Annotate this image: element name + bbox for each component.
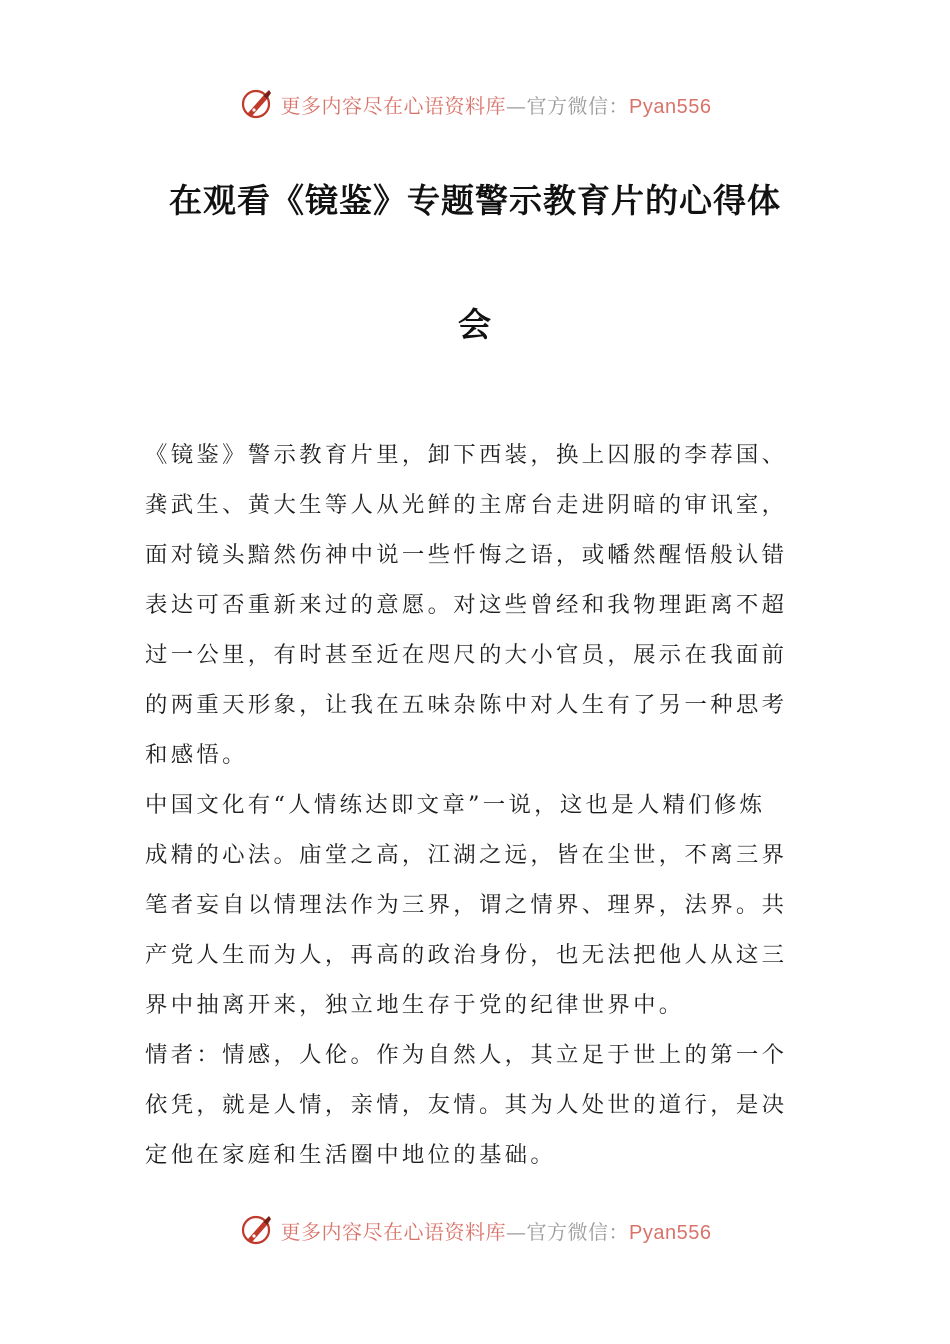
body-line: 的两重天形象，让我在五味杂陈中对人生有了另一种思考: [145, 692, 788, 718]
banner-brand: 更多内容尽在心语资料库: [280, 1219, 507, 1244]
body-line: 定他在家庭和生活圈中地位的基础。: [145, 1142, 557, 1168]
document-title-line-1: 在观看《镜鉴》专题警示教育片的心得体: [169, 181, 781, 220]
pen-nib-circle-icon: [239, 86, 275, 122]
banner-account: Pyan556: [629, 95, 712, 118]
body-line: 和感悟。: [145, 742, 248, 768]
body-line: 依凭，就是人情，亲情，友情。其为人处世的道行，是决: [145, 1092, 788, 1118]
body-line: 《镜鉴》警示教育片里，卸下西装，换上囚服的李荐国、: [145, 442, 788, 468]
banner-text: [281, 90, 712, 119]
body-line: 界中抽离开来，独立地生存于党的纪律世界中。: [145, 992, 685, 1018]
body-line: 中国文化有“人情练达即文章”一说，这也是人精们修炼: [145, 792, 766, 818]
body-line: 成精的心法。庙堂之高，江湖之远，皆在尘世，不离三界: [145, 842, 788, 868]
document-title-line-2: 会: [458, 305, 492, 344]
banner-brand: 更多内容尽在心语资料库: [280, 93, 507, 118]
footer-banner: [0, 1210, 950, 1250]
banner-text: [281, 1216, 712, 1245]
header-banner: [0, 84, 950, 124]
body-line: 产党人生而为人，再高的政治身份，也无法把他人从这三: [145, 942, 788, 968]
banner-official: —官方微信：: [506, 1219, 630, 1244]
body-line: 表达可否重新来过的意愿。对这些曾经和我物理距离不超: [145, 592, 788, 618]
body-line: 笔者妄自以情理法作为三界，谓之情界、理界，法界。共: [145, 892, 788, 918]
body-line: 情者：情感，人伦。作为自然人，其立足于世上的第一个: [145, 1042, 788, 1068]
banner-official: —官方微信：: [506, 93, 630, 118]
body-line: 面对镜头黯然伤神中说一些忏悔之语，或幡然醒悟般认错: [145, 542, 788, 568]
banner-account: Pyan556: [629, 1221, 712, 1244]
document-body: [145, 430, 807, 1180]
body-line: 过一公里，有时甚至近在咫尺的大小官员，展示在我面前: [145, 642, 788, 668]
body-line: 龚武生、黄大生等人从光鲜的主席台走进阴暗的审讯室，: [145, 492, 788, 518]
pen-nib-circle-icon: [239, 1212, 275, 1248]
